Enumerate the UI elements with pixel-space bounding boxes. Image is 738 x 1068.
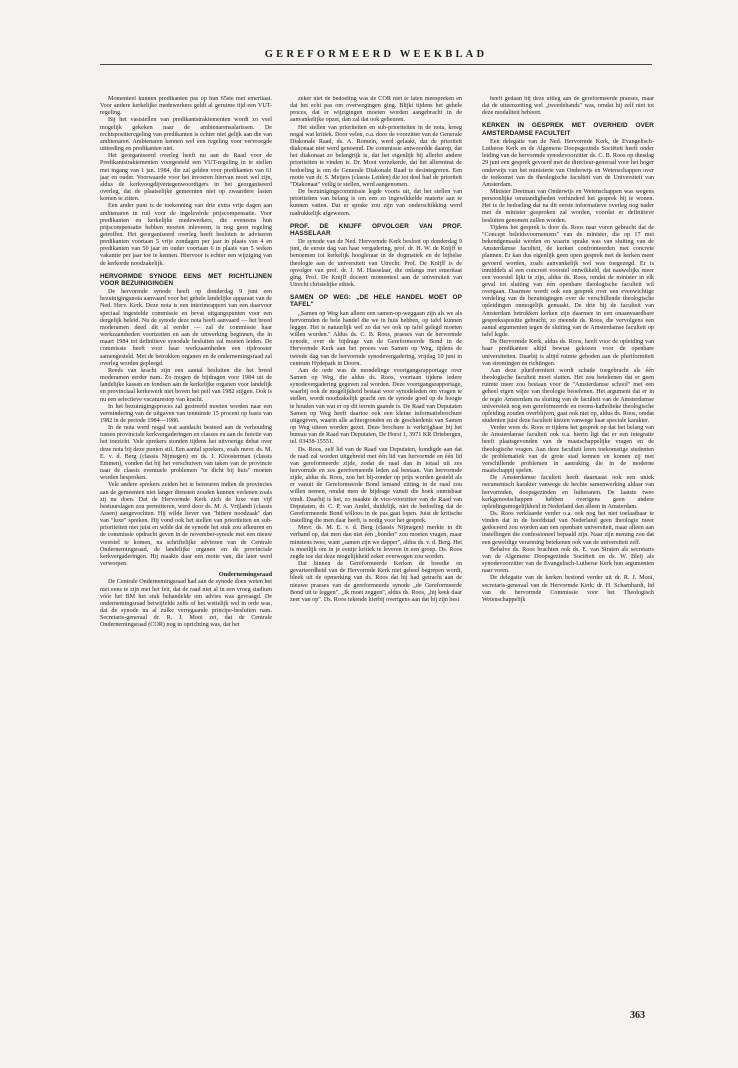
masthead bbox=[100, 44, 652, 65]
paragraph: De Centrale Ondernemingsraad had aan de synode doen weten het niet eens te zijn met het feit, dat de raad niet al in een vroeg stadium vóór het BM het stuk behandelde om advies was gevraagd. De ondernemingsraad betwijfelde zelfs of het wettelijk wel in orde was, dat de synode nu al zulke verregaande principe-besluiten nam. Secretaris-generaal dr. R. J. Mooi zei, dat de Centrale Ondernemingsraad (COR) nog in oprichting was, dat het bbox=[100, 579, 272, 629]
paragraph: Vele andere sprekers zeiden het te betreuren indien de provincies aan de gemeenten niet langer diensten zouden kunnen verlenen zoals zij nu doen. Dat de Hervormde Kerk zich de luxe van vijf bestuurslagen zou permitteren, werd door ds. M. A. Vrijlandt (classis Assen) aangevochten. Hij wilde liever van "bittere noodzaak" dan van "luxe" spreken. Hij vond ook het stellen van prioriteiten en sub-prioriteiten niet juist en wilde dat de synode het stuk zou afkeuren en de commissie opdracht geven in de november-synode met een nieuw voorstel te komen, na schriftelijke adviezen van de Centrale Ondernemingsraad, de landelijke organen en de provinciale kerkvergaderingen. Hij maakte daar een motie van, die later werd verworpen. bbox=[100, 482, 272, 568]
section-heading: HERVORMDE SYNODE EENS MET RICHTLIJNEN VOOR BEZUINIGINGEN bbox=[100, 272, 272, 287]
paragraph: De bezuinigingscommissie legde voorts uit, dat het stellen van prioriteiten van belang is om een zo ingewikkelde materie aan te kunnen vatten. Dat er sprake zou zijn van onderschikking werd nadrukkelijk afgewezen. bbox=[290, 189, 462, 217]
article-column-3 bbox=[482, 96, 654, 976]
paragraph: Dat binnen de Gereformeerde Kerken de breedte en gevarieerdheid van de Hervormde Kerk niet geheel begrepen wordt, bleek uit de opmerking van ds. Roos dat hij had getracht aan de nieuwe praeses van de gereformeerde synode „de Gereformeerde Bond uit te leggen". „Ik moet zeggen", aldus ds. Roos, „hij keek daar zeer van op". Ds. Roos tekende hierbij overigens aan dat hij zijn best bbox=[290, 561, 462, 603]
paragraph: Bij het vaststellen van predikantstraktementen wordt zo veel mogelijk gekeken naar de ambtenarensalarissen. De rechtspositieregeling van predikanten is echter niet gelijk aan die van ambtenaren. Ambtenaren kennen wel een regeling voor vervroegde uittreding en predikanten niet. bbox=[100, 117, 272, 153]
paragraph: In het bezuinigingsproces zal gestreefd moeten worden naar een vermindering van de uitgaven van tenminste 15 procent op basis van 1982 in de periode 1984—1986. bbox=[100, 403, 272, 424]
paragraph: Ds. Roos, zelf lid van de Raad van Deputaten, kondigde aan dat de raad zal worden uitgebreid met één lid van hervormde en één lid van gereformeerde zijde, zodat de raad dan in totaal uit zes hervormde en zes gereformeerde leden zal bestaan. Van hervormde zijde, aldus ds. Roos, zou het bij-zonder op prijs worden gesteld als er vanuit de Gereformeerde Bond iemand zitting in de raad zou willen nemen, omdat men de bijdrage vanuit die hoek onmisbaar vindt. Daarbij is het, zo maakte de vice-voorzitter van de Raad van Deputaten, dr. C. P. van Andel, duidelijk, niet de bedoeling dat de Gereformeerde Bond willoos in de pas gaat lopen. Juist de kritische instelling die men daar heeft, is nodig voor het gesprek. bbox=[290, 446, 462, 525]
paragraph: Een delegatie van de Ned. Hervormde Kerk, de Evangelisch-Lutherse Kerk en de Algemene Doopsgezinde Sociëteit heeft onder leiding van de hervormde synodevoorzitter ds. C. B. Roos op dinsdag 29 juni een gesprek gevoerd met de directeur-generaal voor het hoger onderwijs van het ministerie van Onderwijs en Wetenschappen over de toekomst van de theologische faculteit van de Universiteit van Amsterdam. bbox=[482, 138, 654, 188]
paragraph: Minister Deetman van Onderwijs en Wetenschappen was wegens persoonlijke omstandigheden verhinderd het gesprek bij te wonen. Het is de bedoeling dat na dit eerste informatieve overleg nog nader met de minister gesproken zal worden, voordat er definitieve besluiten genomen zullen worden. bbox=[482, 188, 654, 224]
paragraph: heeft gedaan bij deze uitleg aan de gereformeerde praeses, maar dat de uiteenzetting wel „tweedehands" was, omdat hij zelf niet tot deze modaliteit behoort. bbox=[482, 96, 654, 117]
section-heading: PROF. DE KNIJFF OPVOLGER VAN PROF. HASSELAAR bbox=[290, 222, 462, 237]
paragraph: Aan de orde was de mondelinge voortgangsrapportage over Samen op Weg, die aldus ds. Roos, voortaan tijdens iedere synodevergadering gegeven zal worden. Deze voortgangsrapportage, waarbij ook de mogelijkheid bestaat voor synodeleden om vragen te stellen, wordt noodzakelijk geacht om de synode goed op de hoogte te houden van wat er op dit terrein gaande is. De Raad van Deputaten Samen op Weg heeft daartoe ook een kleine informatiebrochure uitgegeven, waarin alle achtergronden en de geschiedenis van Samen op Weg uiteen worden gezet. Deze brochure is verkrijgbaar bij het bureau van de Raad van Deputaten, De Horst 1, 3971 KR Driebergen, tel. 03438-15551. bbox=[290, 367, 462, 446]
paragraph: Verder wees ds. Roos er tijdens het gesprek op dat het belang van de Amsterdamse faculteit ook o.a. hierin ligt dat er een integratie heeft plaatsgevonden van de maatschappelijke vragen en de theologische vragen. Aan deze faculteit leren toekomstige studenten de problematiek van de grote stad kennen en komen zij met verschillende problemen in aanraking die in de moderne maatschappij spelen. bbox=[482, 425, 654, 475]
paragraph: De synode van de Ned. Hervormde Kerk besloot op donderdag 9 juni, de eerste dag van haar vergadering, prof. dr. H. W. de Knijff te benoemen tot kerkelijk hoogleraar in de dogmatiek en de bijbelse theologie aan de universiteit van Utrecht. Prof. De Knijff is de opvolger van prof. dr. J. M. Hasselaar, die onlangs met emeritaat ging. Prof. De Knijff doceert momenteel aan de universiteit van Utrecht christelijke ethiek. bbox=[290, 239, 462, 288]
paragraph: Ds. Roos verklaarde verder o.a. ook nog het niet toelaatbaar te vinden dat in de hoofdstad van Nederland geen theologie meer gedoceerd zou worden aan een openbare universiteit, maar alleen aan instellingen die confessioneel bepaald zijn. Naar zijn mening zou dat een geweldige verarming betekenen ook van de universiteit zelf. bbox=[482, 511, 654, 546]
paragraph: Een ander punt is de toekenning van drie extra vrije dagen aan ambtenaren in ruil voor de ingelevérde prijscompensatie. Voor predikanten en kerkelijke medewerkers, die eveneens hun prijscompensatie hebben moeten inleveren, is nog geen regeling getroffen. Het georganiseerd overleg heeft besloten te adviseren predikanten voortaan 5 vrije zondagen per jaar in plaats van 4 en predikanten van 50 jaar en ouder voortaan 6 in plaats van 5 weken vakantie per jaar toe te kennen. Hiervoor is echter een wijziging van de kerkorde noodzakelijk. bbox=[100, 203, 272, 267]
paragraph: Het stellen van prioriteiten en sub-prioriteiten in de nota, kreeg nogal wat kritiek. Door velen, o.a. door de voorzitter van de Generale Diakonale Raad, ds. A. Romein, werd gelaakt, dat de prioriteit diakonaat niet werd genoemd. De commissie antwoordde daarop, dat het diakonaat zo belangrijk is, dat het eigenlijk bij allerlei andere prioriteiten te vinden is. Dr. Mooi verzekerde, dat het allerminst de bedoeling is om de Generale Diakonale Raad te desintegreren. Een motie van dr. S. Meijers (classis Leiden) die tot doel had de prioriteit "Diakonaat" veilig te stellen, werd aangenomen. bbox=[290, 124, 462, 188]
subheading: Ondernemingsraad bbox=[218, 571, 272, 579]
article-column-2 bbox=[290, 96, 462, 976]
section-heading: KERKEN IN GESPREK MET OVERHEID OVER AMSTERDAMSE FACULTEIT bbox=[482, 122, 654, 137]
paragraph: Het georganiseerd overleg heeft nu aan de Raad voor de Predikantstraktementen voorgesteld een VUT-regeling in te stellen met ingang van 1 jan. 1984, die zal gelden voor predikanten van 61 jaar en ouder. Voorwaarde voor het invoeren hiervan moet wel zijn, aldus de kerkvoogdijvertegenwoordigers in het georganiseerd overleg, dat de plaatselijke gemeenten niet op zwaardere lasten komen te zitten. bbox=[100, 153, 272, 203]
paragraph: Tijdens het gesprek is door ds. Roos naar voren gebracht dat de "Concept beleidsvoornemens" van de minister, die op 17 mei bekendgemaakt werden en waarin sprake was van sluiting van de Amsterdamse faculteit, de kerken confronteerden met concrete plannen. Er kan dus eigenlijk geen open gesprek met de kerken meer gevoerd worden, zoals aanvankelijk wel was toegezegd. Er is inmiddels al een concreet voorstel ontwikkeld, dat nauwelijks meer een voorstel lijkt te zijn, aldus ds. Roos, omdat de minister in elk geval tot sluiting van één openbare theologische faculteit wil overgaan. Daarmee wordt ook een gesprek over een evenwichtige verdeling van de bezuinigingen over de verschillende theologische opleidingen onmogelijk gemaakt. De drie bij de faculteit van Amsterdam betrokken kerken zijn daarmee in een onaanvaardbare gespreksspositie gebracht, zo meende ds. Roos, die vervolgens een aantal argumenten tegen de sluiting van de Amsterdamse faculteit op tafel legde. bbox=[482, 224, 654, 339]
paragraph: In de nota werd nogal wat aandacht besteed aan de verhouding tussen provinciale kerkvergaderingen en classes en aan de functie van het toezicht. Vele sprekers stonden tijdens het uitvoerige debat over deze nota bij deze punten stil. Een aantal sprekers, zoals mevr. ds. M. E. v. d. Berg (classis Nijmegen) en ds. J. Kloosterman (classis Emmen), vonden dat bij het verschuiven van taken van de provincie naar de classis eventuele problemen "te dicht bij huis" moeten worden besproken. bbox=[100, 425, 272, 482]
paragraph: Aan deze pluriformiteit wordt schade toegebracht als één theologische faculteit moet sluiten. Het zou betekenen dat er geen ruimte meer zou bestaan voor de "Amsterdamse school" met een geheel eigen wijze van theologie beoefenen. Het argument dat er in de regio Amsterdam na sluiting van de faculteit van de Amsterdamse universiteit nog een gereformeerde en rooms-katholieke theologische opleiding zouden overblijven, gaat ook niet op, aldus ds. Roos, omdat studenten juist deze faculteit kiezen vanwege haar speciale karakter. bbox=[482, 367, 654, 424]
paragraph: Mevr. ds. M. E. v. d. Berg (classis Nijmegen) merkte in dit verband op, dat men dan niet één „bonder" zou moeten vragen, maar minstens twee, want „samen zijn we dapper", aldus ds. v. d. Berg. Het is moeilijk om in je eentje kritiek te leveren in een groep. Ds. Roos zegde toe dat deze mogelijkheid zeker overwogen zou worden. bbox=[290, 525, 462, 560]
article-column-1 bbox=[100, 96, 272, 976]
paragraph: De Hervormde Kerk, aldus ds. Roos, heeft voor de opleiding van haar predikanten altijd bewust gekozen voor de openbare universiteiten. Daarbij is altijd ruimte geboden aan de pluriformiteit van stromingen en richtingen. bbox=[482, 339, 654, 367]
paragraph: Reeds van kracht zijn een aantal besluiten die het breed moderamen eerder nam. Zo mogen de bijdragen voor 1984 uit de landelijke kassen en fondsen aan de kerkelijke organen voor landelijk en provinciaal kerkewerk niet boven het peil van 1982 stijgen. Ook is nu een selectieve vacaturestop van kracht. bbox=[100, 367, 272, 403]
page-number: 363 bbox=[630, 1010, 645, 1021]
masthead-title: GEREFORMEERD WEEKBLAD bbox=[264, 49, 488, 60]
paragraph: zeker niet de bedoeling was de COR niet te laten meespreken en dat het echt pas om overwegingen ging. Blijkt tijdens het gehele proces, dat er wijzigingen moeten worden aangebracht in de aanvankelijke opzet, dan zal dat ook gebeuren. bbox=[290, 96, 462, 124]
paragraph: Momenteel kunnen predikanten pas op hun 65ste met emeritaat. Voor andere kerkelijke medewerkers geldt al geruime tijd een VUT-regeling. bbox=[100, 96, 272, 117]
section-heading: SAMEN OP WEG: „DE HELE HANDEL MOET OP TAFEL" bbox=[290, 294, 462, 309]
paragraph: Behalve ds. Roos brachten ook ds. E. van Straten als secretaris van de Algemene Doopsgezinde Sociëteit en ds. W. Bleij als synodevoorzitter van de Evangelisch-Lutherse Kerk hun argumenten naar voren. bbox=[482, 546, 654, 575]
paragraph: „Samen op Weg kan alleen een samen-op-weggaan zijn als we als hervormden de hele handel die we in huis hebben, op tafel kunnen leggen. Het is natuurlijk wel zo dat we ook op tafel gelegd moeten willen worden." Aldus ds. C. B. Roos, praeses van de hervormde synode, over de bijdrage van de Gereformeerde Bond in de Hervormde Kerk aan het proces van Samen op Weg, tijdens de tweede dag van de hervormde synodevergadering, vrijdag 10 juni in centrum Hydepark in Doorn. bbox=[290, 310, 462, 367]
paragraph: De delegatie van de kerken bestond verder uit dr. R. J. Mooi, secretaris-generaal van de Hervormde Kerk; dr. H. Schamhardt, lid van de hervormde Commissie voor het Theologisch Wetenschappelijk bbox=[482, 575, 654, 603]
paragraph: De Amsterdamse faculteit heeft daarnaast ook een uniek oecumenisch karakter vanwege de hechte samenwerking aldaar van hervormden, doopsgezinden en lutheranen. De laatste twee kerkgenootschappen hebben overigens geen andere opleidingsmogelijkheid in Nederland dan alleen in Amsterdam. bbox=[482, 475, 654, 510]
paragraph: De hervormde synode heeft op donderdag 9 juni een bezuinigingsnota aanvaard voor het gehele landelijke apparaat van de Ned. Herv. Kerk. Deze nota is een interimrapport van een daarvoor speciaal ingestelde commissie en bevat uitgangspunten voor een dergelijk beleid. Nu de synode deze nota heeft aanvaard — het breed moderamen deed dit al eerder — zal de commissie haar werkzaamheden voortzetten en aan de uitwerking beginnen, die in maart 1984 tot definitieve synodale besluiten zal moeten leiden. De commissie heeft voor haar werkzaamheden een tijdrooster samengesteld. Met de betrokken organen en de ondernemingsraad zal overleg worden gepleegd. bbox=[100, 289, 272, 367]
